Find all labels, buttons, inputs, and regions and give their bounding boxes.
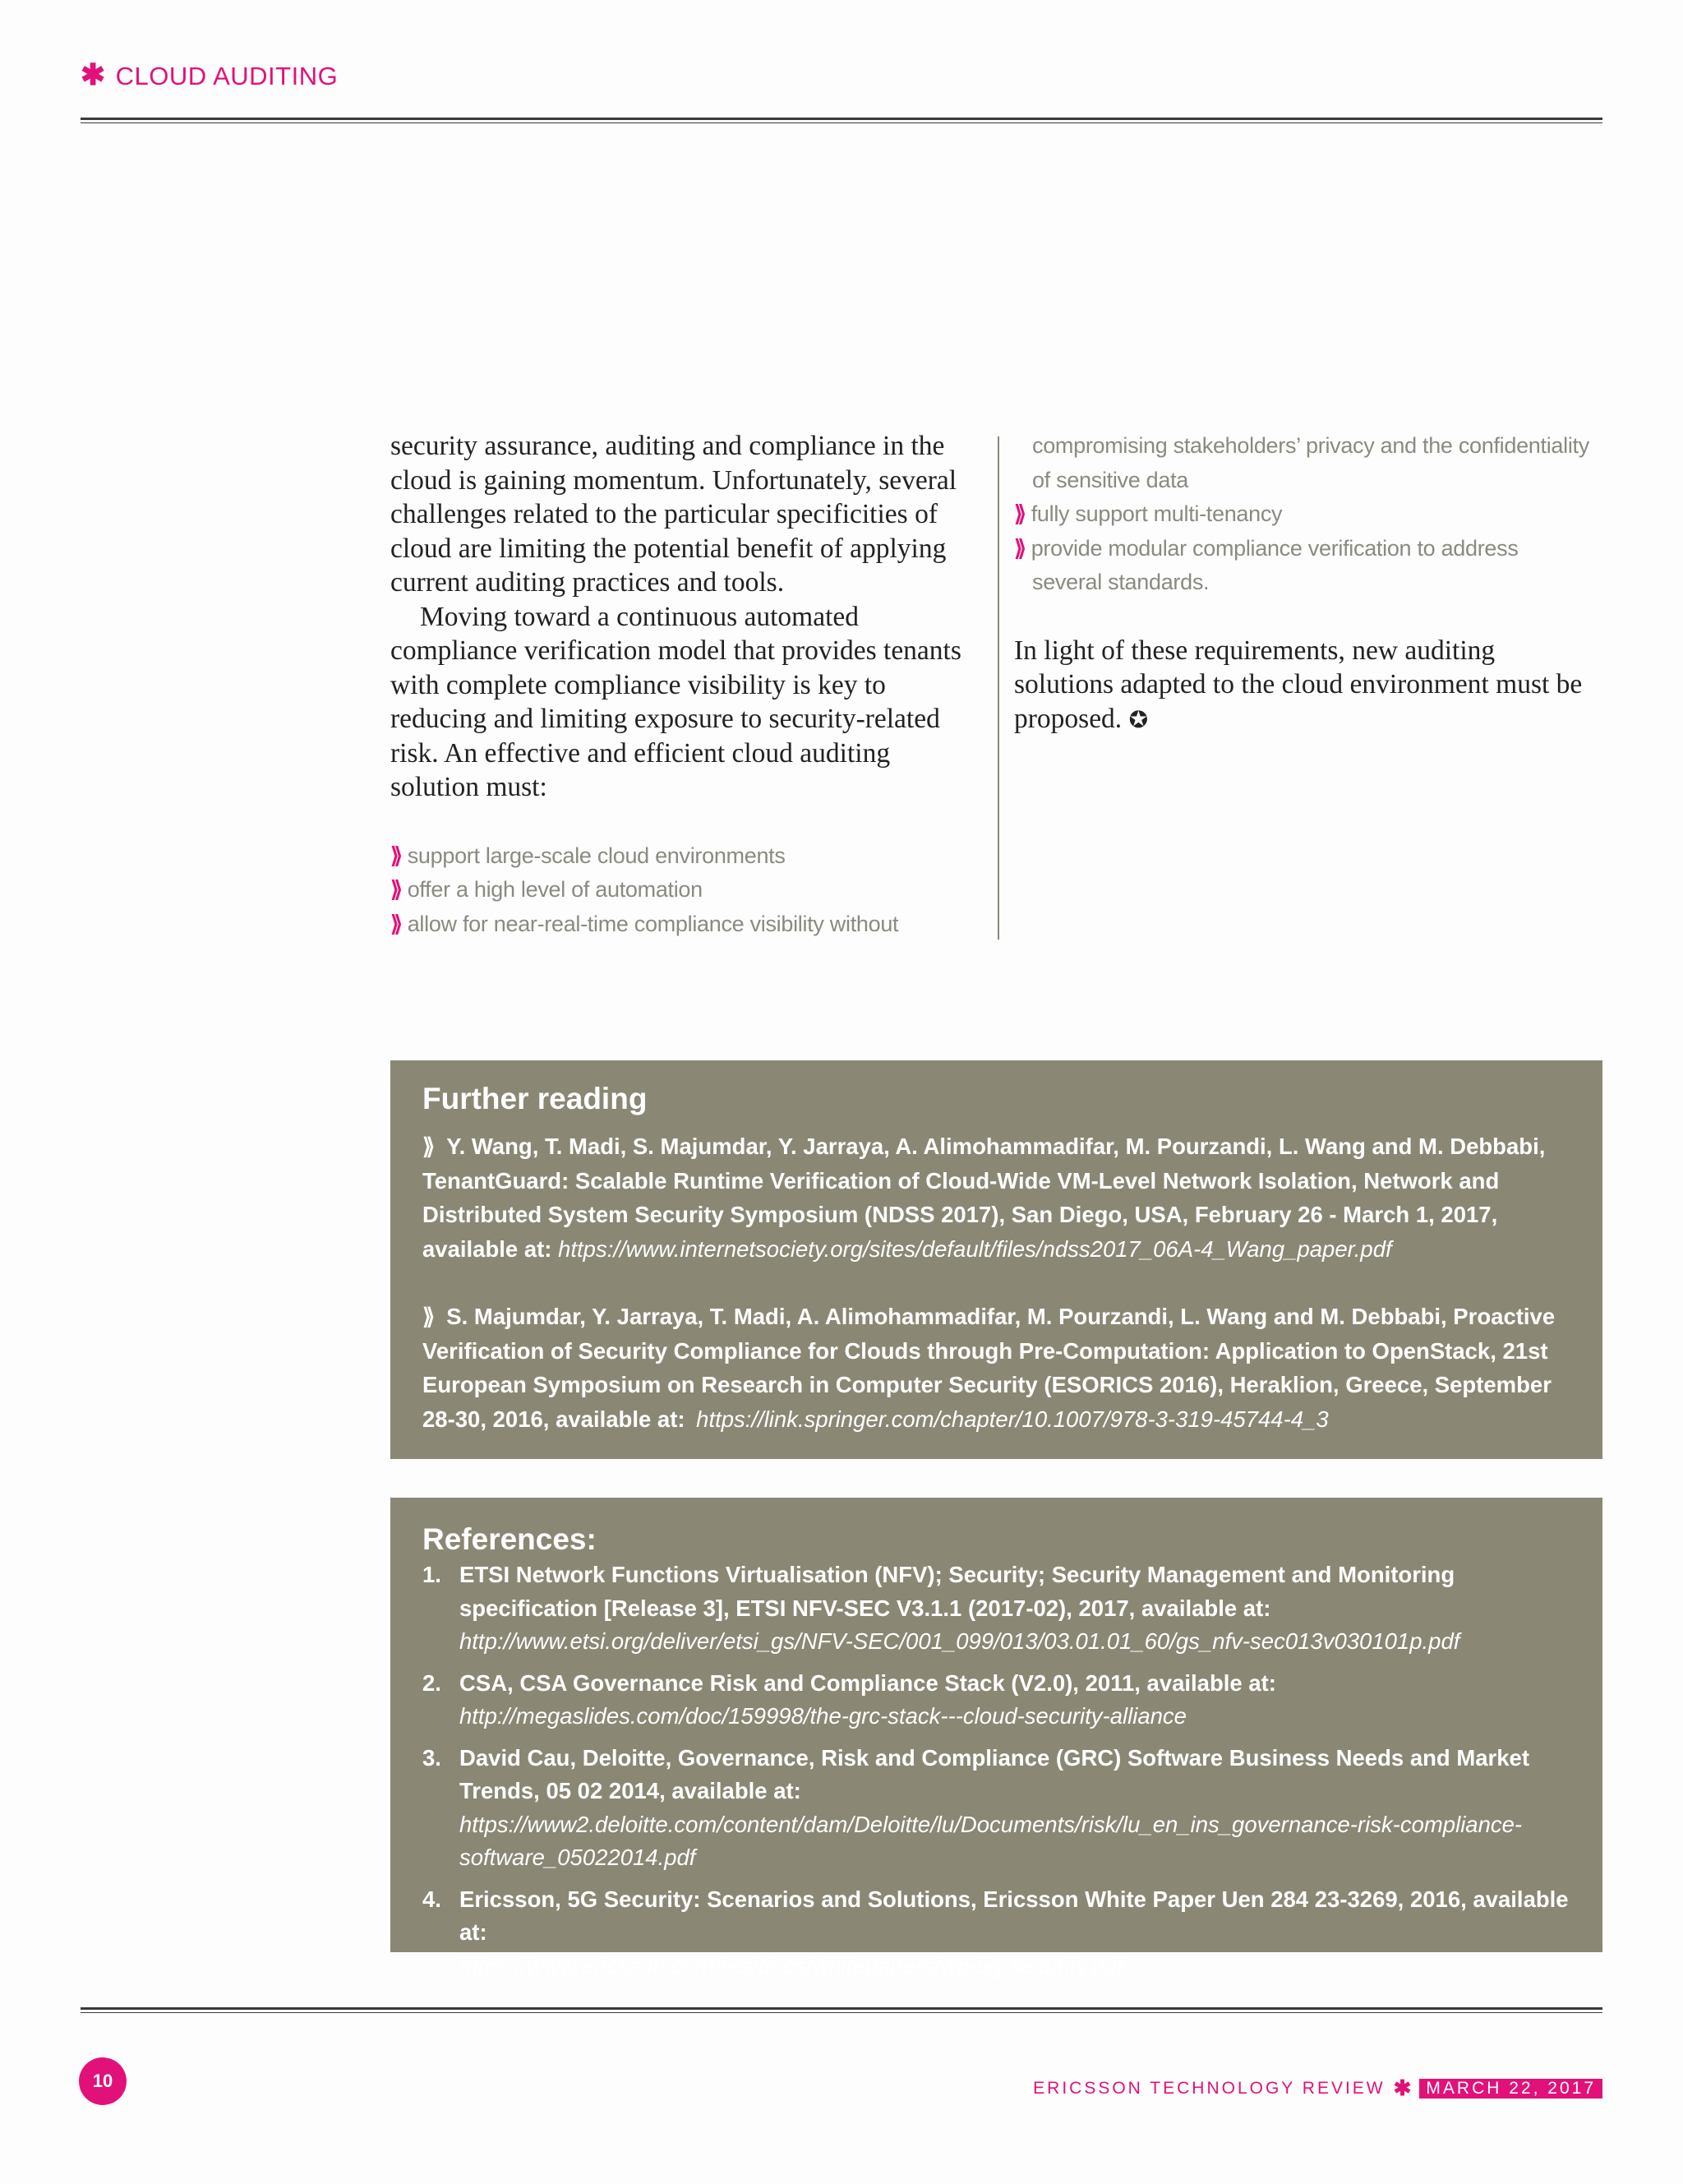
issue-date: MARCH 22, 2017: [1419, 2079, 1602, 2099]
asterisk-icon: ✱: [1393, 2075, 1412, 2100]
reference-item: 1. ETSI Network Functions Virtualisation (NFV); Security; Security Management and Monitoring specification [Release 3], ETSI NFV-SEC V3.1.1 (2017-02), 2017, available at: http://www.etsi.org/deliver/etsi_gs/NFV-SEC/001_099/013/03.01.01_60/gs_nfv-sec013v030101p.pdf: [422, 1562, 1460, 1654]
reference-item: 4. Ericsson, 5G Security: Scenarios and Solutions, Ericsson White Paper Uen 284 23-3269, 2016, available at: https://www.ericsson.com/res/docs/whitepapers/wp-5g-security.pdf: [422, 1886, 1569, 1979]
section-label: [81, 58, 338, 92]
left-column: [390, 429, 982, 941]
reading-entry: ⟫ S. Majumdar, Y. Jarraya, T. Madi, A. Alimohammadifar, M. Pourzandi, L. Wang and M. Debbabi, Proactive Verification of Security Compliance for Clouds through Pre-Computation: Application to OpenStack, 21st European Symposium on Research in Computer Security (ESORICS 2016), Heraklion, Greece, September 28-30, 2016, available at: https://link.springer.com/chapter/10.1007/978-3-319-45744-4_3: [422, 1304, 1556, 1432]
reading-entry: ⟫ Y. Wang, T. Madi, S. Majumdar, Y. Jarraya, A. Alimohammadifar, M. Pourzandi, L. Wang and M. Debbabi, TenantGuard: Scalable Runtime Verification of Cloud-Wide VM-Level Network Isolation, Network and Distributed System Security Symposium (NDSS 2017), San Diego, USA, February 26 - March 1, 2017, available at: https://www.internetsociety.org/sites/default/files/ndss2017_06A-4_Wang_paper.pdf: [422, 1134, 1546, 1262]
reading-link[interactable]: https://link.springer.com/chapter/10.1007/978-3-319-45744-4_3: [696, 1406, 1329, 1432]
publication-name: ERICSSON TECHNOLOGY REVIEW: [1033, 2078, 1386, 2098]
chevron-right-icon: ⟫: [390, 877, 403, 902]
body-paragraph: security assurance, auditing and compliance in the cloud is gaining momentum. Unfortunately, several challenges related to the particular specificities of cloud are limiting the potential benefit of applying current auditing practices and tools.: [390, 431, 957, 598]
chevron-right-icon: ⟫: [1014, 535, 1026, 561]
reference-link[interactable]: https://www.ericsson.com/res/docs/whitepapers/wp-5g-security.pdf: [459, 1952, 1124, 1979]
chevron-right-icon: ⟫: [422, 1304, 436, 1329]
list-item: ⟫ support large-scale cloud environments: [390, 843, 786, 868]
asterisk-icon: ✱: [81, 58, 106, 91]
chevron-right-icon: ⟫: [1014, 501, 1026, 526]
requirements-list-continued: [1014, 429, 1589, 600]
section-title: CLOUD AUDITING: [115, 62, 339, 90]
list-item: ⟫ allow for near-real-time compliance visibility without: [390, 911, 899, 936]
header-rule: [81, 118, 1602, 123]
further-reading-title: Further reading: [422, 1082, 648, 1115]
body-paragraph: Moving toward a continuous automated compliance verification model that provides tenants with complete compliance visibility is key to reducing and limiting exposure to security-related risk. An effective and efficient cloud auditing solution must:: [390, 601, 961, 802]
reference-item: 2. CSA, CSA Governance Risk and Compliance Stack (V2.0), 2011, available at: http://megaslides.com/doc/159998/the-grc-stack---cloud-security-alliance: [422, 1669, 1276, 1729]
footer-publication: [1033, 2075, 1602, 2101]
chevron-right-icon: ⟫: [390, 911, 403, 936]
reference-item: 3. David Cau, Deloitte, Governance, Risk and Compliance (GRC) Software Business Needs and Market Trends, 05 02 2014, available at: https://www2.deloitte.com/content/dam/Deloitte/lu/Documents/risk/lu_en_ins_governance-risk-compliance-software_05022014.pdf: [422, 1744, 1530, 1870]
references-list: [422, 1558, 1570, 1983]
conclusion-paragraph: In light of these requirements, new auditing solutions adapted to the cloud environment must be proposed. ✪: [1014, 635, 1583, 734]
reference-link[interactable]: http://www.etsi.org/deliver/etsi_gs/NFV-SEC/001_099/013/03.01.01_60/gs_nfv-sec013v030101p.pdf: [459, 1628, 1460, 1654]
page-number-badge: 10: [79, 2057, 127, 2105]
reference-link[interactable]: https://www2.deloitte.com/content/dam/Deloitte/lu/Documents/risk/lu_en_ins_governance-risk-compliance-software_05022014.pdf: [459, 1811, 1523, 1870]
references-title: References:: [422, 1522, 597, 1556]
requirements-list: [390, 839, 982, 942]
chevron-right-icon: ⟫: [390, 843, 403, 868]
list-item: ⟫ provide modular compliance verification to address several standards.: [1014, 535, 1519, 594]
right-column: [1014, 429, 1589, 737]
list-item: ⟫ fully support multi-tenancy: [1014, 501, 1283, 526]
list-item: ⟫ offer a high level of automation: [390, 877, 703, 902]
reference-link[interactable]: http://megaslides.com/doc/159998/the-grc-stack---cloud-security-alliance: [459, 1703, 1187, 1729]
footer-rule: [81, 2007, 1602, 2013]
reading-link[interactable]: https://www.internetsociety.org/sites/default/files/ndss2017_06A-4_Wang_paper.pdf: [558, 1235, 1392, 1262]
further-reading-box: [390, 1060, 1602, 1459]
list-item-continuation: compromising stakeholders’ privacy and the confidentiality of sensitive data: [1032, 433, 1589, 492]
column-divider: [998, 436, 999, 940]
end-mark-icon: ✪: [1128, 707, 1149, 733]
references-box: [390, 1498, 1602, 1979]
chevron-right-icon: ⟫: [422, 1134, 436, 1159]
